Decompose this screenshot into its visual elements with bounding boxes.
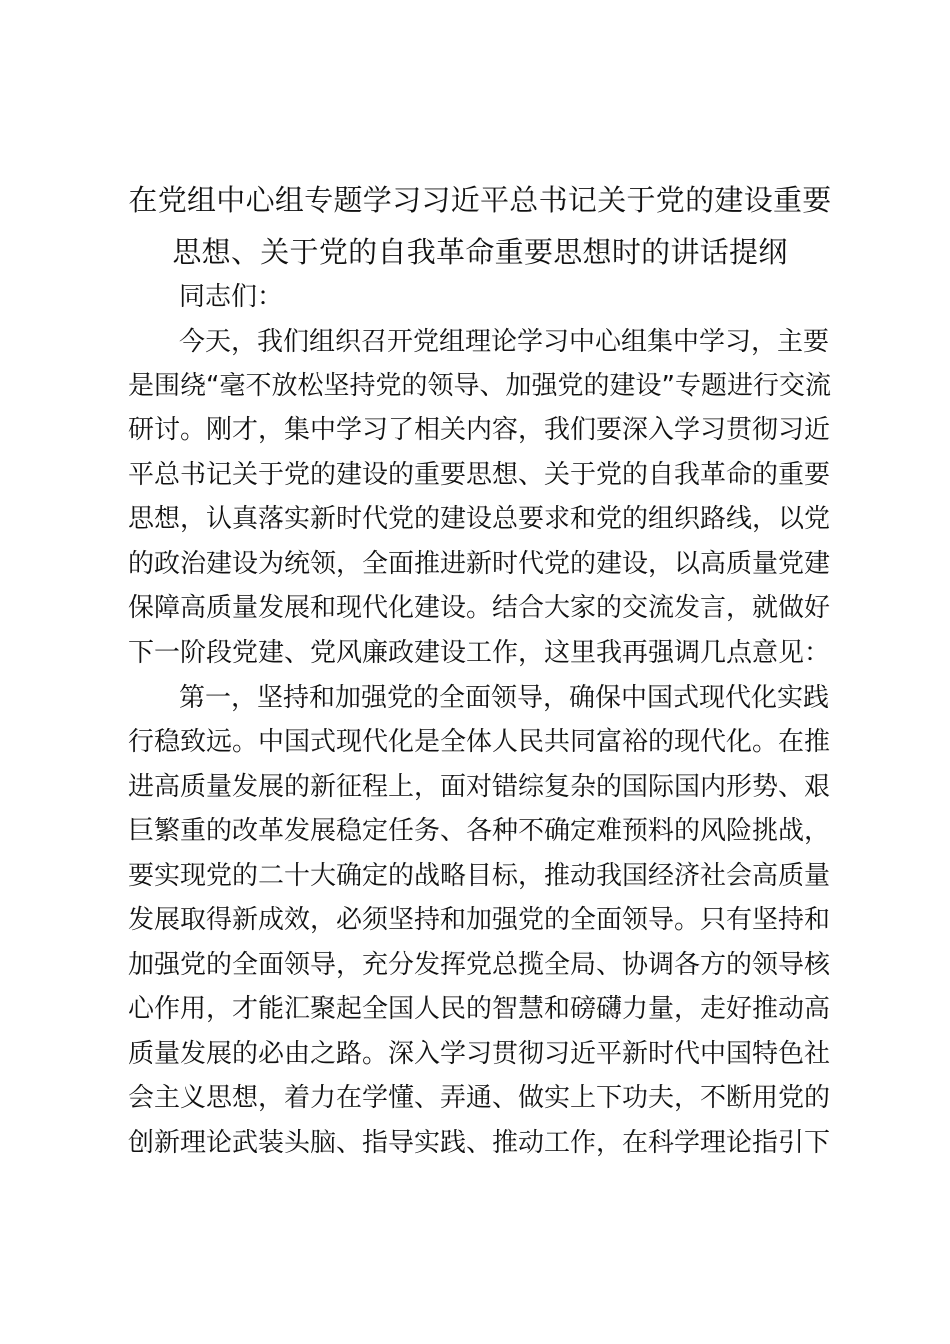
paragraph-line: 今天，我们组织召开党组理论学习中心组集中学习，主要 [179,327,830,357]
paragraph-line: 创新理论武装头脑、指导实践、推动工作，在科学理论指引下 [128,1128,831,1158]
paragraph-line: 的政治建设为统领，全面推进新时代党的建设，以高质量党建 [128,549,831,579]
paragraph-line: 行稳致远。中国式现代化是全体人民共同富裕的现代化。在推 [128,727,831,757]
paragraph-line: 保障高质量发展和现代化建设。结合大家的交流发言，就做好 [128,593,831,623]
paragraph-line: 平总书记关于党的建设的重要思想、关于党的自我革命的重要 [128,460,831,490]
paragraph-line: 思想，认真落实新时代党的建设总要求和党的组织路线，以党 [128,504,831,534]
paragraph-line: 发展取得新成效，必须坚持和加强党的全面领导。只有坚持和 [128,905,831,935]
paragraph-line: 质量发展的必由之路。深入学习贯彻习近平新时代中国特色社 [128,1039,831,1069]
paragraph-line: 要实现党的二十大确定的战略目标，推动我国经济社会高质量 [128,861,831,891]
paragraph-line: 加强党的全面领导，充分发挥党总揽全局、协调各方的领导核 [128,950,831,980]
paragraph-line: 进高质量发展的新征程上，面对错综复杂的国际国内形势、艰 [128,772,831,802]
paragraph-line: 巨繁重的改革发展稳定任务、各种不确定难预料的风险挑战， [128,816,831,846]
salutation: 同志们： [179,282,284,312]
document-title-line-2: 思想、关于党的自我革命重要思想时的讲话提纲 [172,235,788,269]
paragraph-line: 研讨。刚才，集中学习了相关内容，我们要深入学习贯彻习近 [128,415,831,445]
paragraph-line: 心作用，才能汇聚起全国人民的智慧和磅礴力量，走好推动高 [128,994,831,1024]
paragraph-line: 是围绕“毫不放松坚持党的领导、加强党的建设”专题进行交流 [128,371,831,401]
paragraph-line: 下一阶段党建、党风廉政建设工作，这里我再强调几点意见： [128,638,831,668]
paragraph-line: 第一，坚持和加强党的全面领导，确保中国式现代化实践 [179,683,830,713]
document-title-line-1: 在党组中心组专题学习习近平总书记关于党的建设重要 [128,183,832,217]
paragraph-line: 会主义思想，着力在学懂、弄通、做实上下功夫，不断用党的 [128,1083,831,1113]
